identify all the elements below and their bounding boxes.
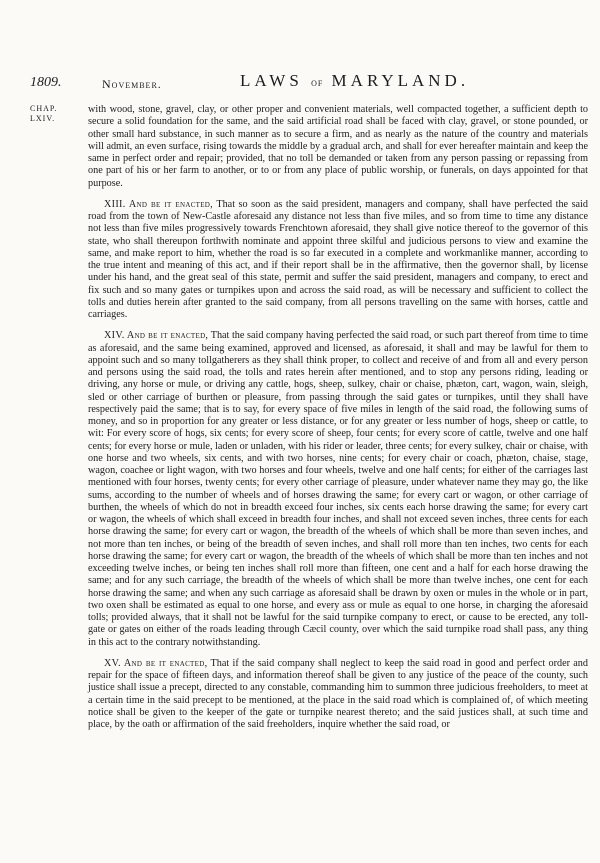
paragraph-text: with wood, stone, gravel, clay, or other proper and convenient materials, well compacted together, a sufficient depth to secure a solid foundation for the same, and the said artificial road shall be faced with clay, gravel, or stone pounded, or other small hard substance, in such manner as to secure a firm, and as nearly as the nature of the country and materials will admit, an even surface, rising towards the middle by a gradual arch, and shall for ever hereafter maintain and keep the same in perfect order and repair; provided, that no toll be demanded or taken from any person passing or repassing from one part of his or her farm to another, or to or from any place of public worship, or funerals, on days appointed for that purpose. [88, 104, 588, 189]
page-year: 1809. [30, 75, 62, 90]
document-body [88, 104, 588, 740]
running-title [240, 71, 469, 91]
section-text: That so soon as the said president, managers and company, shall have perfected the said road from the town of New-Castle aforesaid any distance not less than five miles, and so from time to time any distance not less than five miles progressively towards Frenchtown aforesaid, they shall give notice thereof to the governor of this state, who shall thereupon forthwith nominate and appoint three skilful and judicious persons to view and examine the same, and make report to him, whether the road is so far executed in a complete and workmanlike manner, according to the true intent and meaning of this act, and if their report shall be in the affirmative, then the governor shall, by license under his hand, and the great seal of this state, permit and suffer the said president, managers and company, to erect and fix such and so many gates or turnpikes upon and across the said road, as will be necessary and sufficient to collect the tolls and duties herein after granted to the said company, from all persons travelling on the same with horses, cattle and carriages. [88, 198, 588, 320]
section-xiii [88, 199, 588, 322]
margin-note [30, 104, 72, 124]
margin-chapter-number: LXIV. [30, 114, 56, 123]
section-text: That if the said company shall neglect to keep the said road in good and perfect order and repair for the space of fifteen days, and information thereof shall be given to any justice of the peace of the county, such justice shall issue a precept, directed to any constable, commanding him to summon three judicious freeholders, to meet at a certain time in the said precept to be mentioned, at the place in the said road which is complained of, of which meeting notice shall be given to the keeper of the gate or turnpike nearest thereto; and the said justices shall, at such time and place, by the oath or affirmation of the said freeholders, inquire whether the said road, or [88, 657, 588, 730]
section-xv [88, 658, 588, 732]
section-xiv [88, 330, 588, 649]
title-of: of [311, 77, 324, 89]
section-lead: XIII. And be it enacted, [104, 198, 214, 210]
paragraph-continuation [88, 104, 588, 190]
section-text: That the said company having perfected the said road, or such part thereof from time to time as aforesaid, and the same being examined, approved and licensed, as aforesaid, it shall and may be lawful for them to appoint such and so many tollgatherers as they shall think proper, to collect and receive of and from all and every person and persons using the said road, the tolls and rates herein after mentioned, and to stop any persons riding, leading or driving, any horse or mule, or driving any cattle, hogs, sheep, sulkey, chair or chaise, phæton, cart, wagon, wain, sleigh, sled or other carriage of burthen or pleasure, from passing through the said gates or turnpikes, until they shall have respectively paid the same; that is to say, for every space of five miles in length of the said road, the following sums of money, and so in proportion for any greater or less distance, or for any greater or less number of hogs, sheep or cattle, to wit: For every score of hogs, six cents; for every score of sheep, four cents; for every score of cattle, twelve and one half cents; for every horse or mule, laden or unladen, with his rider or leader, three cents; for every sulkey, chair or chaise, with one horse and two wheels, six cents, and with two horses, nine cents; for every chair or coach, phæton, chaise, stage, wagon, coachee or light wagon, with two horses and four wheels, twelve and one half cents; for either of the carriages last mentioned with four horses, twenty cents; for every other carriage of pleasure, under whatever name they may go, the like sums, according to the number of wheels and of horses drawing the same; for every cart or wagon, or other carriage of burthen, the wheels of which do not in breadth exceed four inches, six cents each horse drawing the same; for every cart or wagon, the wheels of which shall exceed in breadth four inches, and shall not exceed seven inches, three cents for each horse drawing the same; for every cart or wagon, the breadth of the wheels of which shall be more than seven inches, and not more than ten inches, or being of the breadth of seven inches, and shall roll more than ten inches, two cents for each horse drawing the same; for every cart or wagon, the breadth of the wheels of which shall be more than ten inches and not exceeding twelve inches, or being ten inches shall roll more than fifteen, one cent and a half for each horse drawing the same; and for any such carriage, the breadth of the wheels of which shall be more than twelve inches, one cent for each horse drawing the same; and when any such carriage as aforesaid shall be drawn by oxen or mules in the whole or in part, two oxen shall be estimated as equal to one horse, and every ass or mule as equal to one horse, in charging the aforesaid tolls; provided always, that it shall not be lawful for the said turnpike company to erect, or cause to be erected, any toll-gate or gates on either of the roads leading through Cæcil county, over which the said turnpike road shall pass, any thing in this act to the contrary notwithstanding. [88, 330, 589, 648]
title-state: MARYLAND. [331, 71, 470, 90]
margin-chap: CHAP. [30, 104, 58, 113]
title-laws: LAWS [240, 71, 303, 90]
page-header [30, 71, 570, 95]
section-lead: XV. And be it enacted, [104, 657, 208, 669]
section-lead: XIV. And be it enacted, [104, 330, 209, 342]
page-month: November. [102, 77, 162, 91]
